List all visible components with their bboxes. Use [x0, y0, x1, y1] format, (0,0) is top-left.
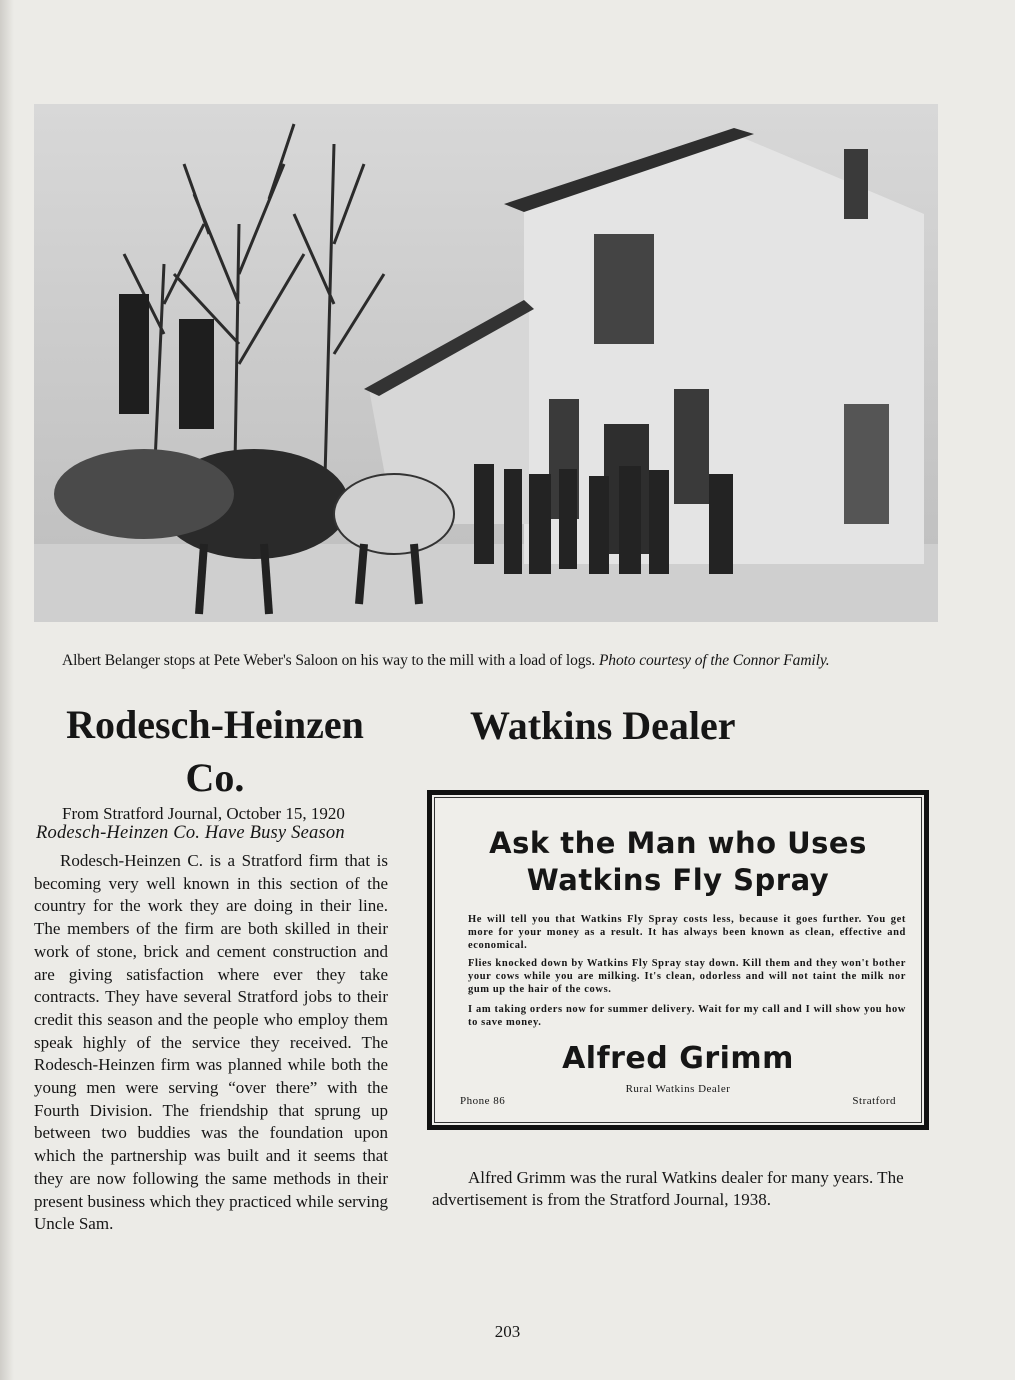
photo-caption [62, 652, 952, 670]
ad-headline [432, 825, 924, 899]
ad-dealer-name: Alfred Grimm [562, 1041, 794, 1076]
ad-phone: Phone 86 [460, 1095, 506, 1107]
page-number: 203 [494, 1322, 521, 1341]
photo-caption-text: Albert Belanger stops at Pete Weber's Saloon on his way to the mill with a load of logs. [62, 652, 596, 669]
article-source: From Stratford Journal, October 15, 1920 [62, 804, 345, 823]
ad-caption: Alfred Grimm was the rural Watkins dealer for many years. The advertisement is from the Stratford Journal, 1938. [432, 1168, 904, 1209]
photo-credit: Photo courtesy of the Connor Family. [598, 652, 830, 669]
watkins-advertisement [427, 790, 929, 1130]
ad-dealer-subtitle: Rural Watkins Dealer [625, 1083, 731, 1095]
historical-photo [34, 104, 938, 622]
left-article-title: Rodesch-Heinzen Co. [66, 702, 364, 800]
page-binding-edge [0, 0, 14, 1380]
ad-paragraph-2: Flies knocked down by Watkins Fly Spray stay down. Kill them and they won't bother your cows while you are milking. It's clean, odorless and will not taint the milk nor gum up the hair of the cows. [468, 958, 906, 995]
ad-headline-line-2: Watkins Fly Spray [526, 863, 830, 897]
article-body: Rodesch-Heinzen C. is a Stratford firm that is becoming very well known in this section of the country for the work they are doing in their line. The members of the firm are both skilled in their work of stone, brick and cement construction and are giving satisfaction where ever they take contracts. They have several Stratford jobs to their credit this season and the people who employ them speak highly of the service they received. The Rodesch-Heinzen firm was planned while both the young men were serving “over there” with the Fourth Division. The friendship that sprung up between two buddies was the foundation upon which the partnership was built and it seems that they are now following the same methods in their present business which they practiced while serving Uncle Sam. [34, 851, 388, 1234]
article-subhead: Rodesch-Heinzen Co. Have Busy Season [36, 823, 345, 843]
ad-paragraph-3: I am taking orders now for summer delivery. Wait for my call and I will show you how to save money. [468, 1004, 906, 1028]
right-article-title: Watkins Dealer [470, 703, 736, 748]
ad-headline-line-1: Ask the Man who Uses [489, 826, 867, 860]
ad-town: Stratford [852, 1095, 896, 1107]
ad-paragraph-1: He will tell you that Watkins Fly Spray costs less, because it goes further. You get more for your money as a result. It has always been known as clean, effective and economical. [468, 914, 906, 951]
